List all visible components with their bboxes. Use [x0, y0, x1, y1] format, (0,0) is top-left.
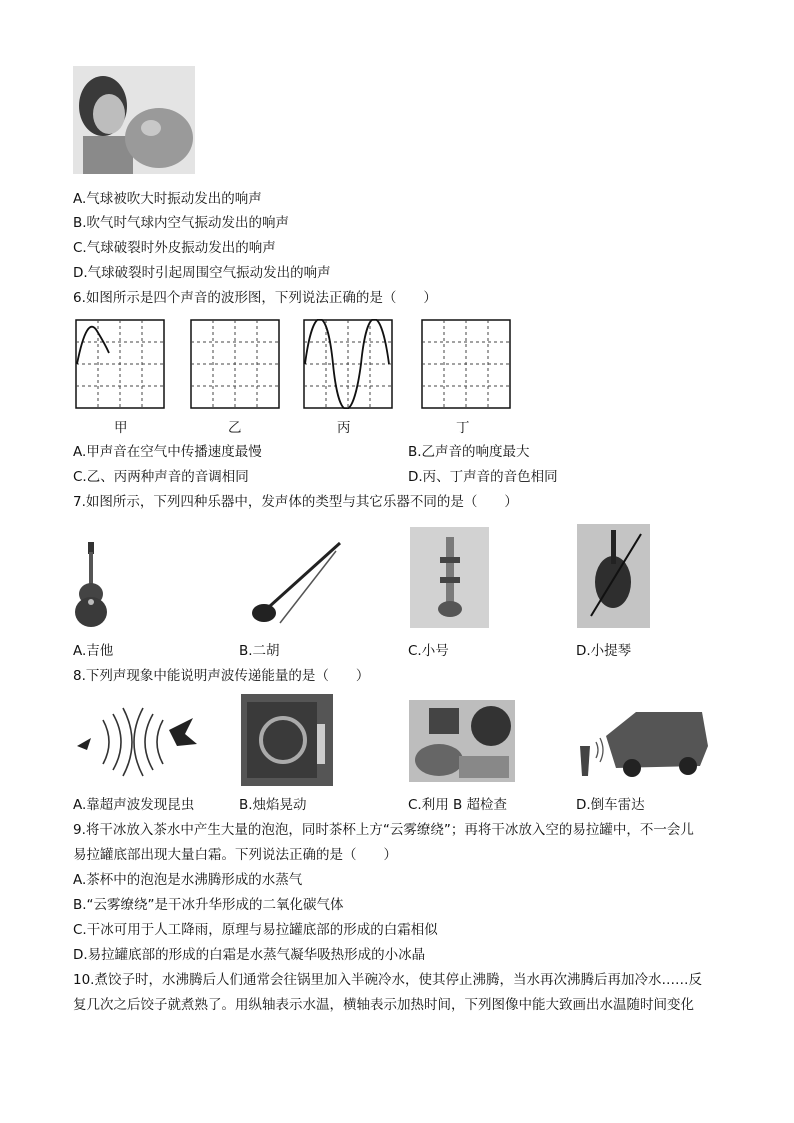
q10-stem-line1: 10.煮饺子时，水沸腾后人们通常会往锅里加入半碗冷水，使其停止沸腾，当水再次沸腾后再加冷水……反 [73, 972, 702, 988]
b-ultrasound-image [409, 700, 515, 782]
reversing-radar-image [576, 706, 712, 778]
bat-ultrasound-image [73, 700, 199, 784]
q7-option-c: C.小号 [408, 643, 449, 659]
q5-option-a: A.气球被吹大时振动发出的响声 [73, 191, 262, 207]
q8-option-a: A.靠超声波发现昆虫 [73, 797, 195, 813]
wave-label-ding: 丁 [456, 420, 470, 436]
q5-option-c: C.气球破裂时外皮振动发出的响声 [73, 240, 276, 256]
girl-balloon-photo [73, 66, 195, 174]
q8-option-c: C.利用 B 超检查 [408, 797, 508, 813]
q6-stem: 6.如图所示是四个声音的波形图，下列说法正确的是（ ） [73, 290, 437, 306]
waveform-bing [303, 319, 393, 409]
q6-option-c: C.乙、丙两种声音的音调相同 [73, 469, 249, 485]
erhu-image [240, 541, 344, 625]
q7-stem: 7.如图所示，下列四种乐器中，发声体的类型与其它乐器不同的是（ ） [73, 494, 518, 510]
q9-option-b: B.“云雾缭绕”是干冰升华形成的二氧化碳气体 [73, 897, 344, 913]
q9-stem-line1: 9.将干冰放入茶水中产生大量的泡泡，同时茶杯上方“云雾缭绕”；再将干冰放入空的易拉罐中，不一会儿 [73, 822, 694, 838]
q6-option-d: D.丙、丁声音的音色相同 [408, 469, 558, 485]
q8-option-b: B.烛焰晃动 [239, 797, 307, 813]
wave-label-bing: 丙 [337, 420, 351, 436]
q9-option-d: D.易拉罐底部的形成的白霜是水蒸气凝华吸热形成的小冰晶 [73, 947, 426, 963]
q8-stem: 8.下列声现象中能说明声波传递能量的是（ ） [73, 668, 370, 684]
q7-option-b: B.二胡 [239, 643, 280, 659]
q7-option-a: A.吉他 [73, 643, 114, 659]
waveform-ding [421, 319, 511, 409]
q5-option-b: B.吹气时气球内空气振动发出的响声 [73, 215, 290, 231]
q8-option-d: D.倒车雷达 [576, 797, 645, 813]
q5-option-d: D.气球破裂时引起周围空气振动发出的响声 [73, 265, 331, 281]
q9-option-a: A.茶杯中的泡泡是水沸腾形成的水蒸气 [73, 872, 303, 888]
trumpet-image [410, 527, 489, 628]
guitar-image [73, 542, 109, 628]
wave-label-yi: 乙 [228, 420, 242, 436]
q9-option-c: C.干冰可用于人工降雨，原理与易拉罐底部的形成的白霜相似 [73, 922, 438, 938]
waveform-jia [75, 319, 165, 409]
q9-stem-line2: 易拉罐底部出现大量白霜。下列说法正确的是（ ） [73, 847, 397, 863]
q10-stem-line2: 复几次之后饺子就煮熟了。用纵轴表示水温，横轴表示加热时间，下列图像中能大致画出水温随时间变化 [73, 997, 694, 1013]
candle-flame-image [241, 694, 333, 786]
waveform-yi [190, 319, 280, 409]
q6-option-b: B.乙声音的响度最大 [408, 444, 530, 460]
q6-option-a: A.甲声音在空气中传播速度最慢 [73, 444, 262, 460]
wave-label-jia: 甲 [114, 420, 128, 436]
q7-option-d: D.小提琴 [576, 643, 632, 659]
violin-image [577, 524, 650, 628]
